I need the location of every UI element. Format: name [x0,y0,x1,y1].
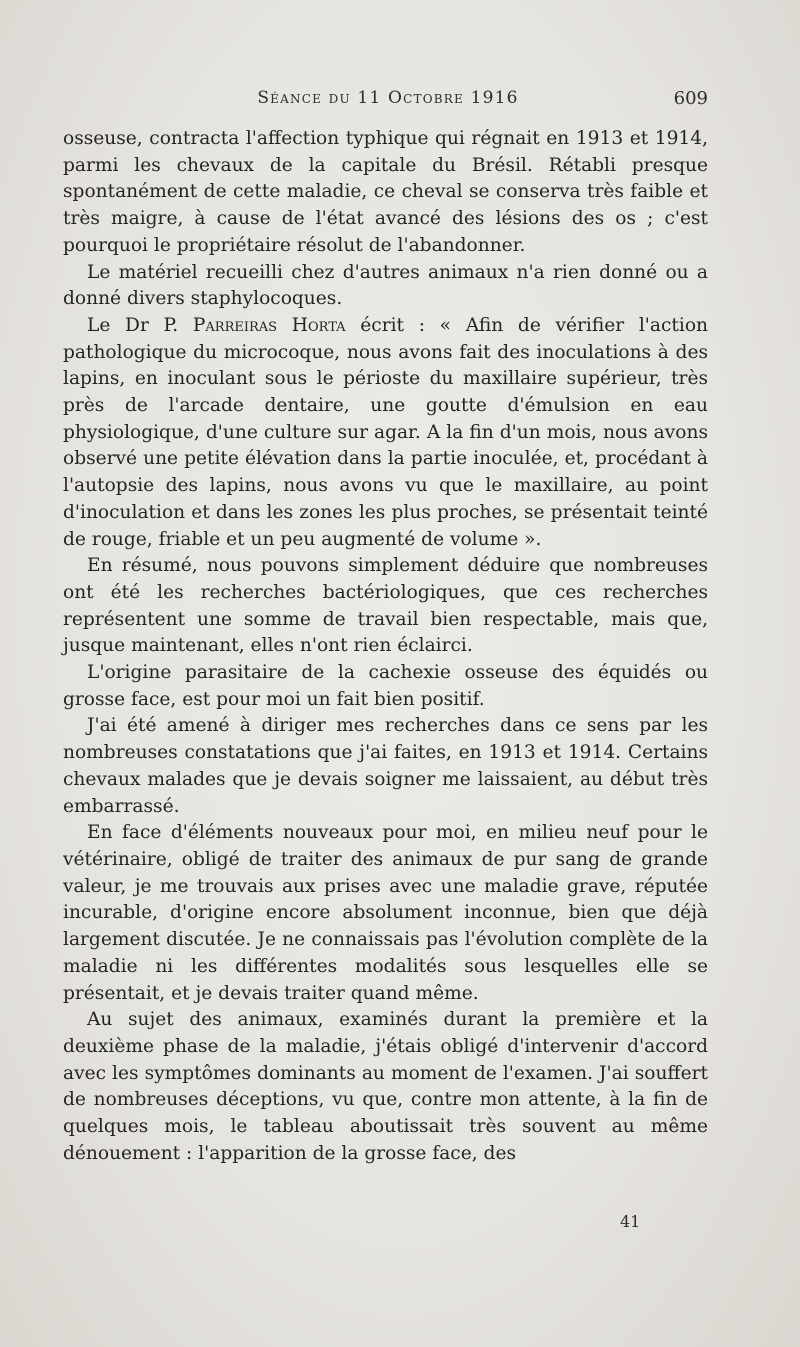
paragraph-6: J'ai été amené à diriger mes recherches dans ce sens par les nombreuses constatations que j'ai faites, en 1913 et 1914. Certains chevaux malades que je devais soigner me laissaient, au début très embarrassé. [63,715,708,817]
author-prefix: Le Dr P. [87,314,179,336]
paragraph-7: En face d'éléments nouveaux pour moi, en milieu neuf pour le vétérinaire, obligé de traiter des animaux de pur sang de grande valeur, je me trouvais aux prises avec une maladie grave, réputée incurable, d'origine encore absolument inconnue, bien que déjà largement discutée. Je ne connaissais pas l'évolution complète de la maladie ni les différentes modalités sous lesquelles elle se présentait, et je devais traiter quand même. [63,822,708,1004]
page-header [66,88,710,118]
quoted-passage: écrit : « Afin de vérifier l'action pathologique du microcoque, nous avons fait des inoculations à des lapins, en inoculant sous le périoste du maxillaire supérieur, très près de l'arcade dentaire, une goutte d'émulsion en eau physiologique, d'une culture sur agar. A la fin d'un mois, nous avons observé une petite élévation dans la partie inoculée, et, procédant à l'autopsie des lapins, nous avons vu que le maxillaire, au point d'inoculation et dans les zones les plus proches, se présentait teinté de rouge, friable et un peu augmenté de volume ». [63,314,708,550]
author-name: Parreiras Horta [192,314,346,336]
page-number: 609 [673,88,708,109]
running-head: Séance du 11 Octobre 1916 [257,88,519,108]
paragraph-1: osseuse, contracta l'affection typhique qui régnait en 1913 et 1914, parmi les chevaux de la capitale du Brésil. Rétabli presque spontanément de cette maladie, ce cheval se conserva très faible et très maigre, à cause de l'état avancé des lésions des os ; c'est pourquoi le propriétaire résolut de l'abandonner. [63,128,708,256]
paragraph-4: En résumé, nous pouvons simplement déduire que nombreuses ont été les recherches bactériologiques, que ces recherches représentent une somme de travail bien respectable, mais que, jusque maintenant, elles n'ont rien éclairci. [63,555,708,657]
body-text [63,126,708,1167]
paragraph-5: L'origine parasitaire de la cachexie osseuse des équidés ou grosse face, est pour moi un fait bien positif. [63,662,708,710]
paragraph-2: Le matériel recueilli chez d'autres animaux n'a rien donné ou a donné divers staphylocoques. [63,261,708,310]
paragraph-8: Au sujet des animaux, examinés durant la première et la deuxième phase de la maladie, j'étais obligé d'intervenir d'accord avec les symptômes dominants au moment de l'examen. J'ai souffert de nombreuses déceptions, vu que, contre mon attente, à la fin de quelques mois, le tableau aboutissait très souvent au même dénouement : l'apparition de la grosse face, des [63,1009,708,1164]
paragraph-3 [63,313,708,553]
signature-mark: 41 [620,1212,641,1231]
